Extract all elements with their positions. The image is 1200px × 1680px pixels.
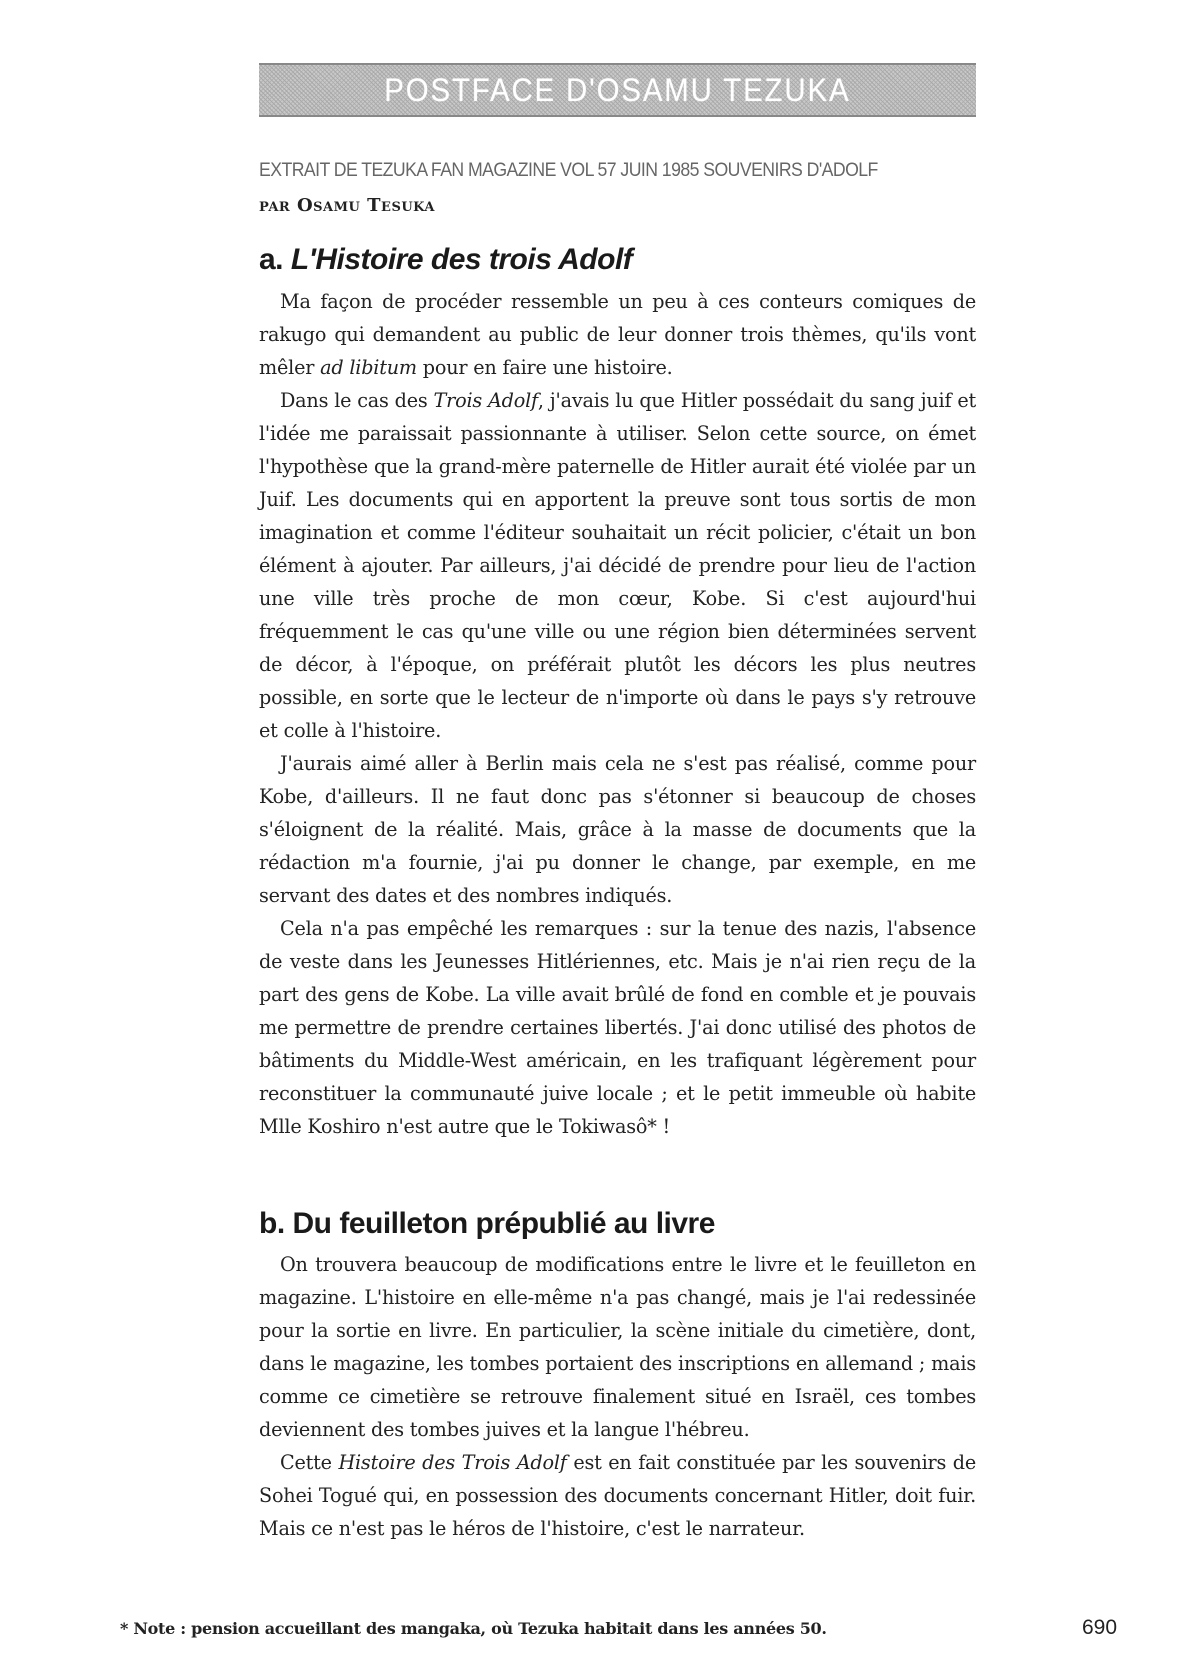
page-number: 690: [1082, 1616, 1118, 1639]
paragraph: [259, 285, 976, 384]
footnote: * Note : pension accueillant des mangaka, où Tezuka habitait dans les années 50.: [120, 1619, 827, 1638]
paragraph: [259, 384, 976, 747]
section-b-body: [259, 1248, 976, 1545]
italic-text: Trois Adolf: [433, 389, 538, 412]
italic-text: ad libitum: [320, 356, 417, 379]
chapter-title: POSTFACE D'OSAMU TEZUKA: [384, 71, 851, 108]
section-title: L'Histoire des trois Adolf: [290, 243, 633, 276]
source-line: EXTRAIT DE TEZUKA FAN MAGAZINE VOL 57 JUIN 1985 SOUVENIRS D'ADOLF: [259, 160, 878, 181]
text-run: Cette: [280, 1451, 339, 1474]
section-a-body: [259, 285, 976, 1143]
paragraph: [259, 1446, 976, 1545]
section-number: a.: [259, 243, 284, 276]
section-title: Du feuilleton prépublié au livre: [292, 1207, 715, 1240]
chapter-banner: [259, 63, 976, 117]
paragraph: J'aurais aimé aller à Berlin mais cela ne s'est pas réalisé, comme pour Kobe, d'ailleurs. Il ne faut donc pas s'étonner si beaucoup de choses s'éloignent de la réalité. Mais, grâce à la masse de documents que la rédaction m'a fournie, j'ai pu donner le change, par exemple, en me servant des dates et des nombres indiqués.: [259, 752, 976, 907]
byline: par Osamu Tesuka: [259, 195, 436, 216]
italic-text: Histoire des Trois Adolf: [338, 1451, 567, 1474]
paragraph: On trouvera beaucoup de modifications entre le livre et le feuilleton en magazine. L'histoire en elle-même n'a pas changé, mais je l'ai redessinée pour la sortie en livre. En particulier, la scène initiale du cimetière, dont, dans le magazine, les tombes portaient des inscriptions en allemand ; mais comme ce cimetière se retrouve finalement situé en Israël, ces tombes deviennent des tombes juives et la langue l'hébreu.: [259, 1253, 976, 1441]
section-heading-b: [259, 1207, 715, 1241]
text-run: est en fait constituée par les souvenirs de Sohei Togué qui, en possession des documents concernant Hitler, doit fuir. Mais ce n'est pas le héros de l'histoire, c'est le narrateur.: [259, 1451, 976, 1540]
text-run: , j'avais lu que Hitler possédait du sang juif et l'idée me paraissait passionnante à utiliser. Selon cette source, on émet l'hypothèse que la grand-mère paternelle de Hitler aurait été violée par un Juif. Les documents qui en apportent la preuve sont tous sortis de mon imagination et comme l'éditeur souhaitait un récit policier, c'était un bon élément à ajouter. Par ailleurs, j'ai décidé de prendre pour lieu de l'action une ville très proche de mon cœur, Kobe. Si c'est aujourd'hui fréquemment le cas qu'une ville ou une région bien déterminées servent de décor, à l'époque, on préférait plutôt les décors les plus neutres possible, en sorte que le lecteur de n'importe où dans le pays s'y retrouve et colle à l'histoire.: [259, 389, 977, 742]
paragraph: Cela n'a pas empêché les remarques : sur la tenue des nazis, l'absence de veste dans les Jeunesses Hitlériennes, etc. Mais je n'ai rien reçu de la part des gens de Kobe. La ville avait brûlé de fond en comble et je pouvais me permettre de prendre certaines libertés. J'ai donc utilisé des photos de bâtiments du Middle-West américain, en les trafiquant légèrement pour reconstituer la communauté juive locale ; et le petit immeuble où habite Mlle Koshiro n'est autre que le Tokiwasô* !: [259, 917, 976, 1138]
text-run: Ma façon de procéder ressemble un peu à ces conteurs comiques de rakugo qui demandent au public de leur donner trois thèmes, qu'ils vont mêler: [259, 290, 976, 379]
text-run: Dans le cas des: [280, 389, 434, 412]
section-heading-a: [259, 243, 632, 277]
section-number: b.: [259, 1207, 285, 1240]
text-run: pour en faire une histoire.: [416, 356, 673, 379]
